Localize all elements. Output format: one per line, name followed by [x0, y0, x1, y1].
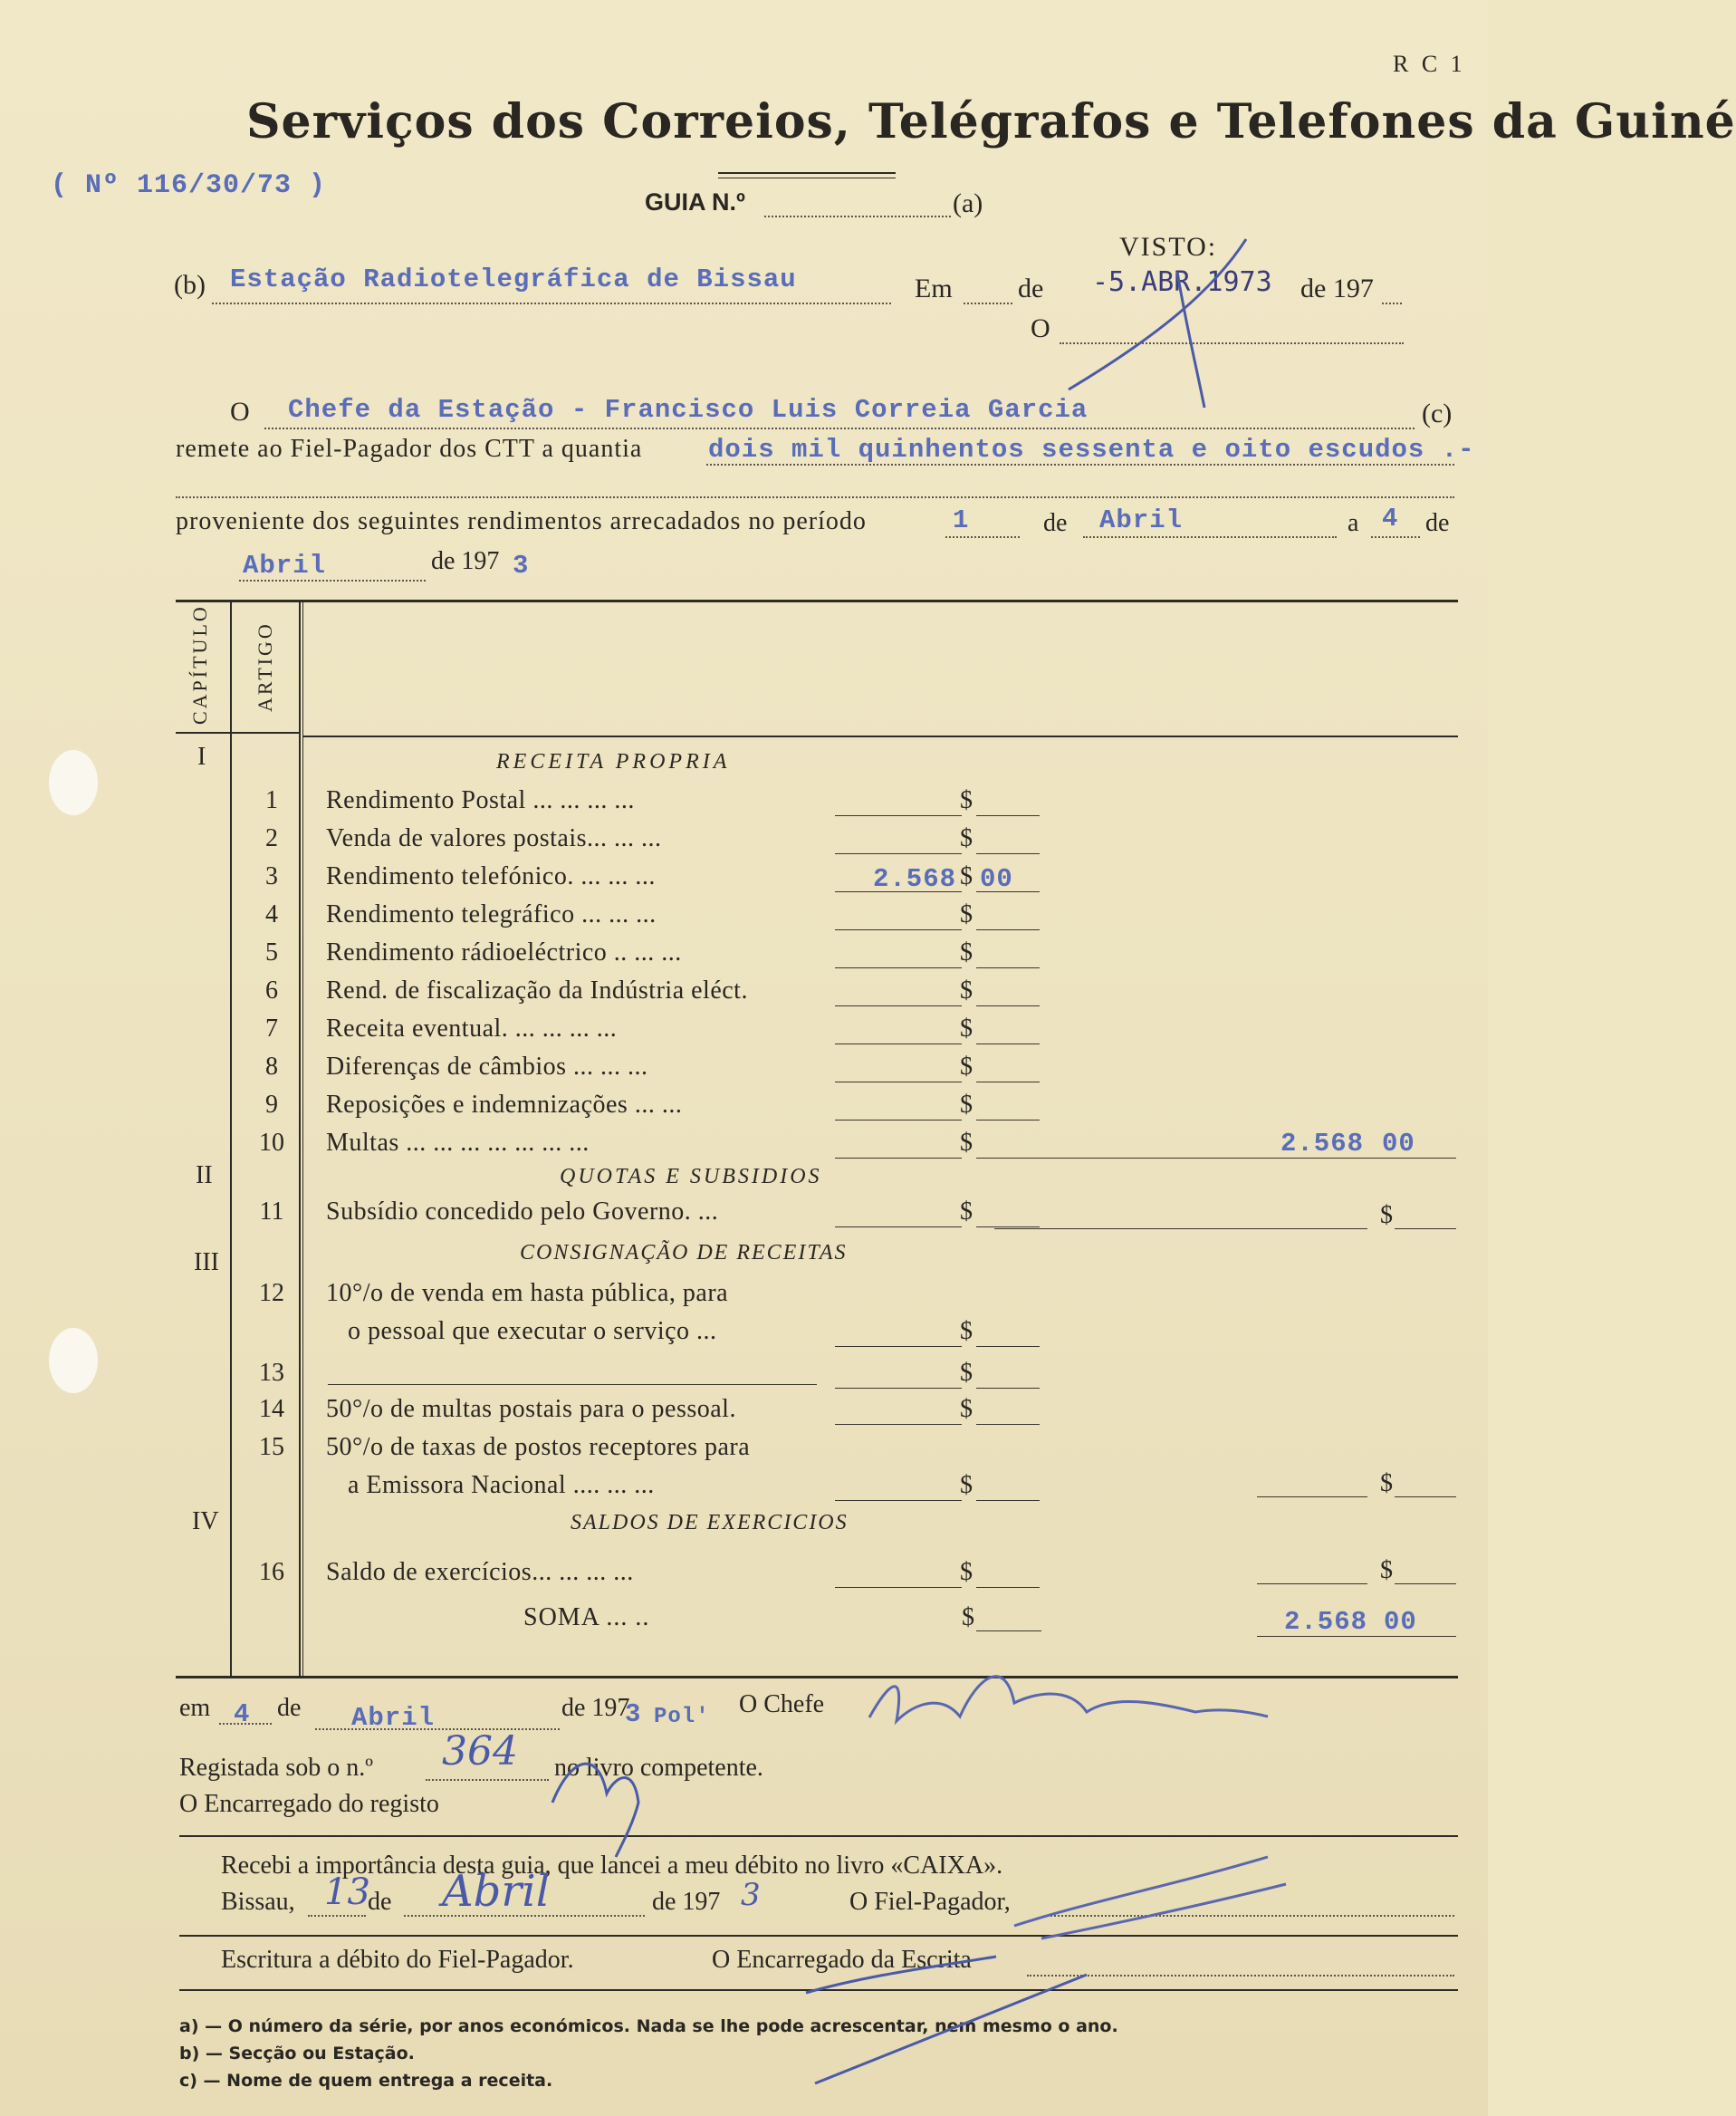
- de-label: de: [1018, 274, 1044, 303]
- article-number: 7: [265, 1015, 278, 1043]
- section-title: SALDOS DE EXERCICIOS: [571, 1511, 849, 1534]
- article-number: 12: [259, 1279, 284, 1307]
- chefe-label: O Chefe: [739, 1690, 825, 1718]
- article-number: 2: [265, 824, 278, 852]
- em-label: em: [179, 1694, 211, 1722]
- row-currency-sign: $: [960, 1015, 973, 1043]
- receipt-year-digit: 3: [741, 1877, 761, 1913]
- period-de-label: de: [1043, 509, 1068, 537]
- col-artigo: ARTIGO: [254, 621, 276, 712]
- o-label: O: [1031, 313, 1050, 343]
- reference-number: ( Nº 116/30/73 ): [51, 170, 327, 201]
- sender-o-label: O: [230, 397, 250, 427]
- period-de2-label: de: [1425, 509, 1450, 537]
- guia-label: GUIA N.º: [645, 188, 745, 216]
- period-year-label: de 197: [431, 547, 500, 575]
- footnote-b: b) — Secção ou Estação.: [179, 2044, 415, 2063]
- row-label: Rendimento telegráfico ... ... ...: [326, 900, 657, 928]
- row-label: Multas ... ... ... ... ... ... ...: [326, 1129, 590, 1157]
- registration-number: 364: [442, 1728, 518, 1775]
- chapter-number: II: [196, 1161, 213, 1189]
- row-label: Receita eventual. ... ... ... ...: [326, 1015, 618, 1043]
- row-label: Rendimento telefónico. ... ... ...: [326, 862, 656, 890]
- article-number: 6: [265, 976, 278, 1005]
- escritura-text: Escritura a débito do Fiel-Pagador.: [221, 1946, 574, 1974]
- row-currency-sign: $: [960, 1129, 973, 1157]
- subtotal-saldos-currency: $: [1380, 1556, 1393, 1584]
- chefe-signature: [869, 1677, 1268, 1721]
- sender-marker: (c): [1422, 399, 1453, 428]
- article-number: 9: [265, 1091, 278, 1119]
- period-year-digit: 3: [513, 551, 530, 581]
- article-number: 13: [259, 1359, 284, 1387]
- row-label: o pessoal que executar o serviço ...: [348, 1317, 717, 1345]
- receipt-de-label: de: [368, 1888, 392, 1916]
- recebi-text: Recebi a importância desta guia, que lancei a meu débito no livro «CAIXA».: [221, 1852, 1003, 1880]
- article-number: 16: [259, 1558, 284, 1586]
- row-currency-sign: $: [960, 1091, 973, 1119]
- article-number: 4: [265, 900, 278, 928]
- form-code: R C 1: [1393, 51, 1466, 77]
- article-number: 14: [259, 1395, 284, 1423]
- period-to-day: 4: [1382, 504, 1399, 534]
- period-from-day: 1: [953, 505, 970, 535]
- row-label: Diferenças de câmbios ... ... ...: [326, 1053, 648, 1081]
- subtotal-receita-cents: 00: [1382, 1129, 1415, 1159]
- row-label: Venda de valores postais... ... ...: [326, 824, 662, 852]
- receipt-day: 13: [324, 1871, 370, 1913]
- row-currency-sign: $: [960, 976, 973, 1005]
- section-title: QUOTAS E SUBSIDIOS: [560, 1165, 822, 1188]
- guia-marker: (a): [953, 188, 983, 218]
- signoff-day: 4: [234, 1699, 251, 1729]
- registo-signature: [552, 1764, 638, 1857]
- subtotal-receita-value: 2.568: [1280, 1129, 1365, 1159]
- section-title: RECEITA PROPRIA: [496, 750, 731, 774]
- article-number: 8: [265, 1053, 278, 1081]
- signoff-year-label: de 197: [561, 1694, 630, 1722]
- row-label: 50°/o de taxas de postos receptores para: [326, 1433, 751, 1461]
- footnote-c: c) — Nome de quem entrega a receita.: [179, 2071, 553, 2091]
- station-name: Estação Radiotelegráfica de Bissau: [230, 264, 797, 294]
- em-label: Em: [915, 274, 953, 303]
- receipt-year-label: de 197: [652, 1888, 721, 1916]
- signoff-de-label: de: [277, 1694, 302, 1722]
- row-currency-sign: $: [960, 1359, 973, 1387]
- row-currency-sign: $: [960, 1317, 973, 1345]
- visto-signature: [1069, 239, 1246, 408]
- row-currency-sign: $: [960, 1558, 973, 1586]
- encarregado-escrita-label: O Encarregado da Escrita: [712, 1946, 972, 1974]
- receipt-month: Abril: [442, 1866, 551, 1917]
- row-label: 10°/o de venda em hasta pública, para: [326, 1279, 729, 1307]
- signoff-suffix: Pol': [654, 1705, 710, 1729]
- article-number: 15: [259, 1433, 284, 1461]
- chapter-number: I: [197, 743, 206, 771]
- fiel-pagador-label: O Fiel-Pagador,: [849, 1888, 1011, 1916]
- row-label: Saldo de exercícios... ... ... ...: [326, 1558, 634, 1586]
- encarregado-registo-label: O Encarregado do registo: [179, 1790, 439, 1818]
- subtotal-quotas-currency: $: [1380, 1201, 1393, 1229]
- amount-in-words: dois mil quinhentos sessenta e oito escudos .-: [708, 435, 1475, 465]
- subtotal-consignacao-currency: $: [1380, 1469, 1393, 1497]
- row-label: 50°/o de multas postais para o pessoal.: [326, 1395, 736, 1423]
- row-label: a Emissora Nacional .... ... ...: [348, 1471, 655, 1499]
- row-currency-sign: $: [960, 1471, 973, 1499]
- registada-label: Registada sob o n.º: [179, 1754, 373, 1782]
- article-number: 11: [259, 1197, 284, 1226]
- soma-value: 2.568: [1284, 1607, 1368, 1637]
- article-number: 1: [265, 786, 278, 814]
- row-cents-value: 00: [980, 864, 1013, 894]
- row-currency-sign: $: [960, 824, 973, 852]
- proveniente-text: proveniente dos seguintes rendimentos arrecadados no período: [176, 507, 867, 535]
- row-label: Rendimento rádioeléctrico .. ... ...: [326, 938, 682, 967]
- fiel-pagador-signature: [1014, 1857, 1286, 1938]
- chapter-number: III: [194, 1248, 219, 1276]
- row-amount-value: 2.568: [873, 864, 957, 894]
- col-capitulo: CAPÍTULO: [188, 604, 211, 725]
- row-currency-sign: $: [960, 1395, 973, 1423]
- visto-label: VISTO:: [1119, 232, 1218, 262]
- station-marker: (b): [174, 270, 206, 300]
- soma-label: SOMA ... ..: [523, 1603, 650, 1631]
- soma-left-currency: $: [962, 1603, 974, 1631]
- bissau-label: Bissau,: [221, 1888, 295, 1916]
- livro-text: no livro competente.: [554, 1754, 763, 1782]
- row-label: Reposições e indemnizações ... ...: [326, 1091, 683, 1119]
- row-currency-sign: $: [960, 1053, 973, 1081]
- row-currency-sign: $: [960, 862, 973, 890]
- signoff-year-digit: 3: [625, 1699, 642, 1729]
- row-currency-sign: $: [960, 900, 973, 928]
- article-number: 10: [259, 1129, 284, 1157]
- page-title: Serviços dos Correios, Telégrafos e Telefones da Guiné: [246, 94, 1736, 149]
- signoff-month: Abril: [351, 1703, 436, 1733]
- de-year-label: de 197: [1300, 274, 1374, 303]
- row-label: Rendimento Postal ... ... ... ...: [326, 786, 635, 814]
- section-title: CONSIGNAÇÃO DE RECEITAS: [520, 1241, 848, 1265]
- period-a-label: a: [1348, 509, 1359, 537]
- row-label: Rend. de fiscalização da Indústria eléct.: [326, 976, 748, 1005]
- footnote-a: a) — O número da série, por anos económicos. Nada se lhe pode acrescentar, nem mesmo o ano.: [179, 2016, 1118, 2036]
- period-to-month: Abril: [243, 551, 327, 581]
- remete-text: remete ao Fiel-Pagador dos CTT a quantia: [176, 435, 643, 463]
- period-month: Abril: [1099, 505, 1184, 535]
- soma-cents: 00: [1384, 1607, 1417, 1637]
- sender-name: Chefe da Estação - Francisco Luis Correia Garcia: [288, 395, 1089, 425]
- article-number: 5: [265, 938, 278, 967]
- chapter-number: IV: [192, 1507, 219, 1535]
- row-currency-sign: $: [960, 938, 973, 967]
- row-currency-sign: $: [960, 786, 973, 814]
- row-label: Subsídio concedido pelo Governo. ...: [326, 1197, 719, 1226]
- article-number: 3: [265, 862, 278, 890]
- date-stamp: -5.ABR.1973: [1092, 266, 1272, 298]
- escrita-signature: [806, 1957, 1087, 2083]
- row-currency-sign: $: [960, 1197, 973, 1226]
